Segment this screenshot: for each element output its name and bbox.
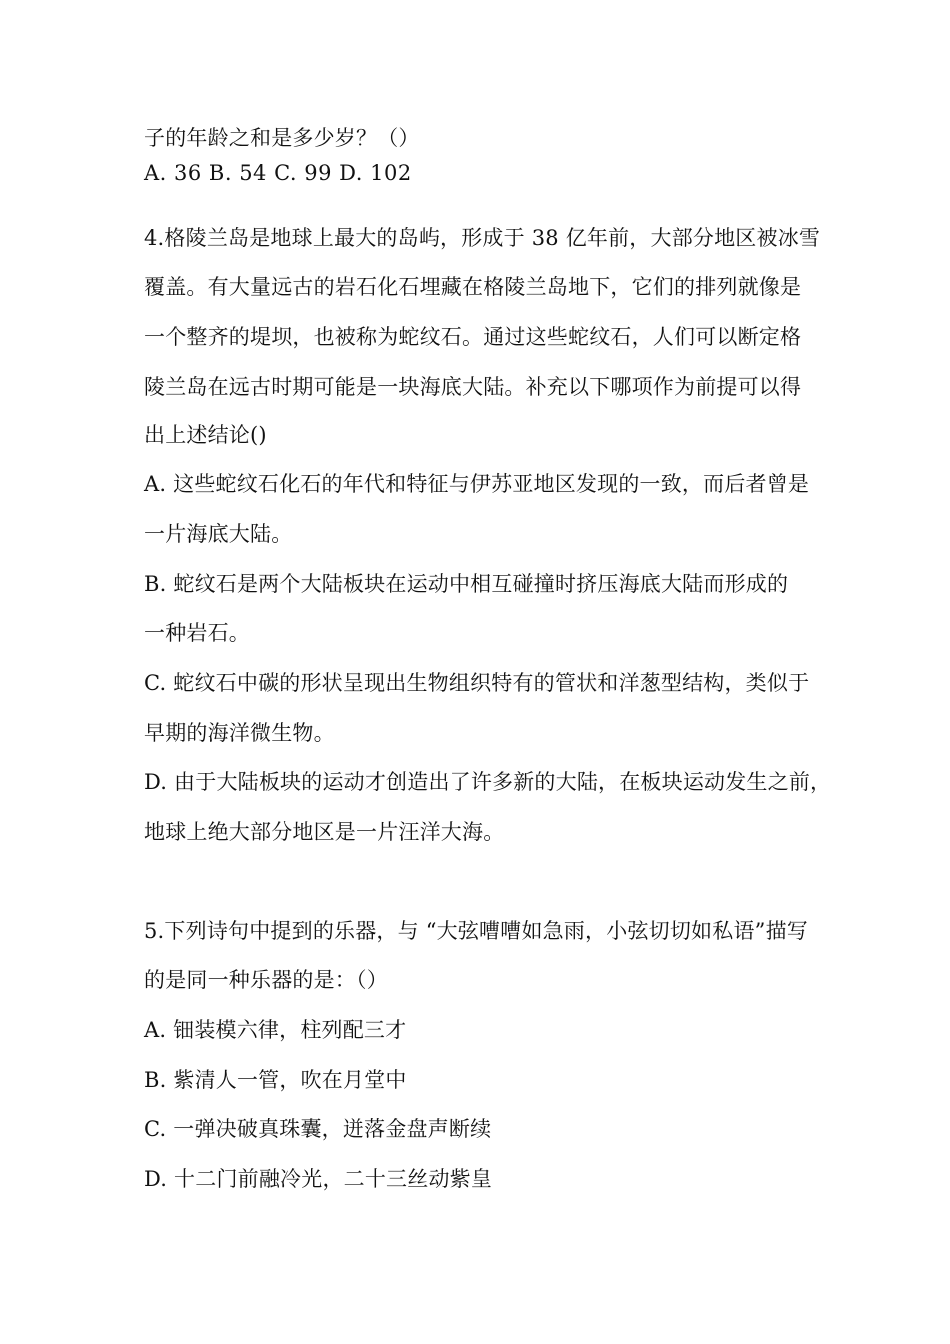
q4-option-b-line-1: B. 蛇纹石是两个大陆板块在运动中相互碰撞时挤压海底大陆而形成的: [144, 572, 789, 596]
q5-stem-line-2: 的是同一种乐器的是：（）: [144, 968, 388, 992]
q5-option-d: D. 十二门前融冷光，二十三丝动紫皇: [144, 1167, 493, 1191]
q4-option-a-line-1: A. 这些蛇纹石化石的年代和特征与伊苏亚地区发现的一致，而后者曾是: [144, 472, 810, 496]
q4-option-d-line-2: 地球上绝大部分地区是一片汪洋大海。: [144, 820, 505, 844]
q5-stem-line-1: 5.下列诗句中提到的乐器，与 “大弦嘈嘈如急雨，小弦切切如私语”描写: [144, 919, 808, 943]
q4-stem-line-2: 覆盖。有大量远古的岩石化石埋藏在格陵兰岛地下，它们的排列就像是: [144, 275, 802, 299]
q4-option-b-line-2: 一种岩石。: [144, 621, 250, 645]
q5-option-a: A. 钿装模六律，柱列配三才: [144, 1018, 407, 1042]
q3-stem-tail: 子的年龄之和是多少岁？（）: [144, 126, 420, 150]
q4-stem-line-5: 出上述结论(): [144, 423, 267, 447]
q4-option-a-line-2: 一片海底大陆。: [144, 522, 293, 546]
q4-option-c-line-1: C. 蛇纹石中碳的形状呈现出生物组织特有的管状和洋葱型结构，类似于: [144, 671, 810, 695]
q5-option-b: B. 紫清人一管，吹在月堂中: [144, 1068, 407, 1092]
q5-option-c: C. 一弹决破真珠囊，迸落金盘声断续: [144, 1117, 492, 1141]
q4-stem-line-3: 一个整齐的堤坝，也被称为蛇纹石。通过这些蛇纹石，人们可以断定格: [144, 325, 802, 349]
q4-stem-line-4: 陵兰岛在远古时期可能是一块海底大陆。补充以下哪项作为前提可以得: [144, 375, 802, 399]
q4-stem-line-1: 4.格陵兰岛是地球上最大的岛屿，形成于 38 亿年前，大部分地区被冰雪: [144, 226, 821, 250]
q4-option-c-line-2: 早期的海洋微生物。: [144, 721, 335, 745]
q3-options: A. 36 B. 54 C. 99 D. 102: [144, 161, 412, 185]
q4-option-d-line-1: D. 由于大陆板块的运动才创造出了许多新的大陆，在板块运动发生之前，: [144, 770, 832, 794]
